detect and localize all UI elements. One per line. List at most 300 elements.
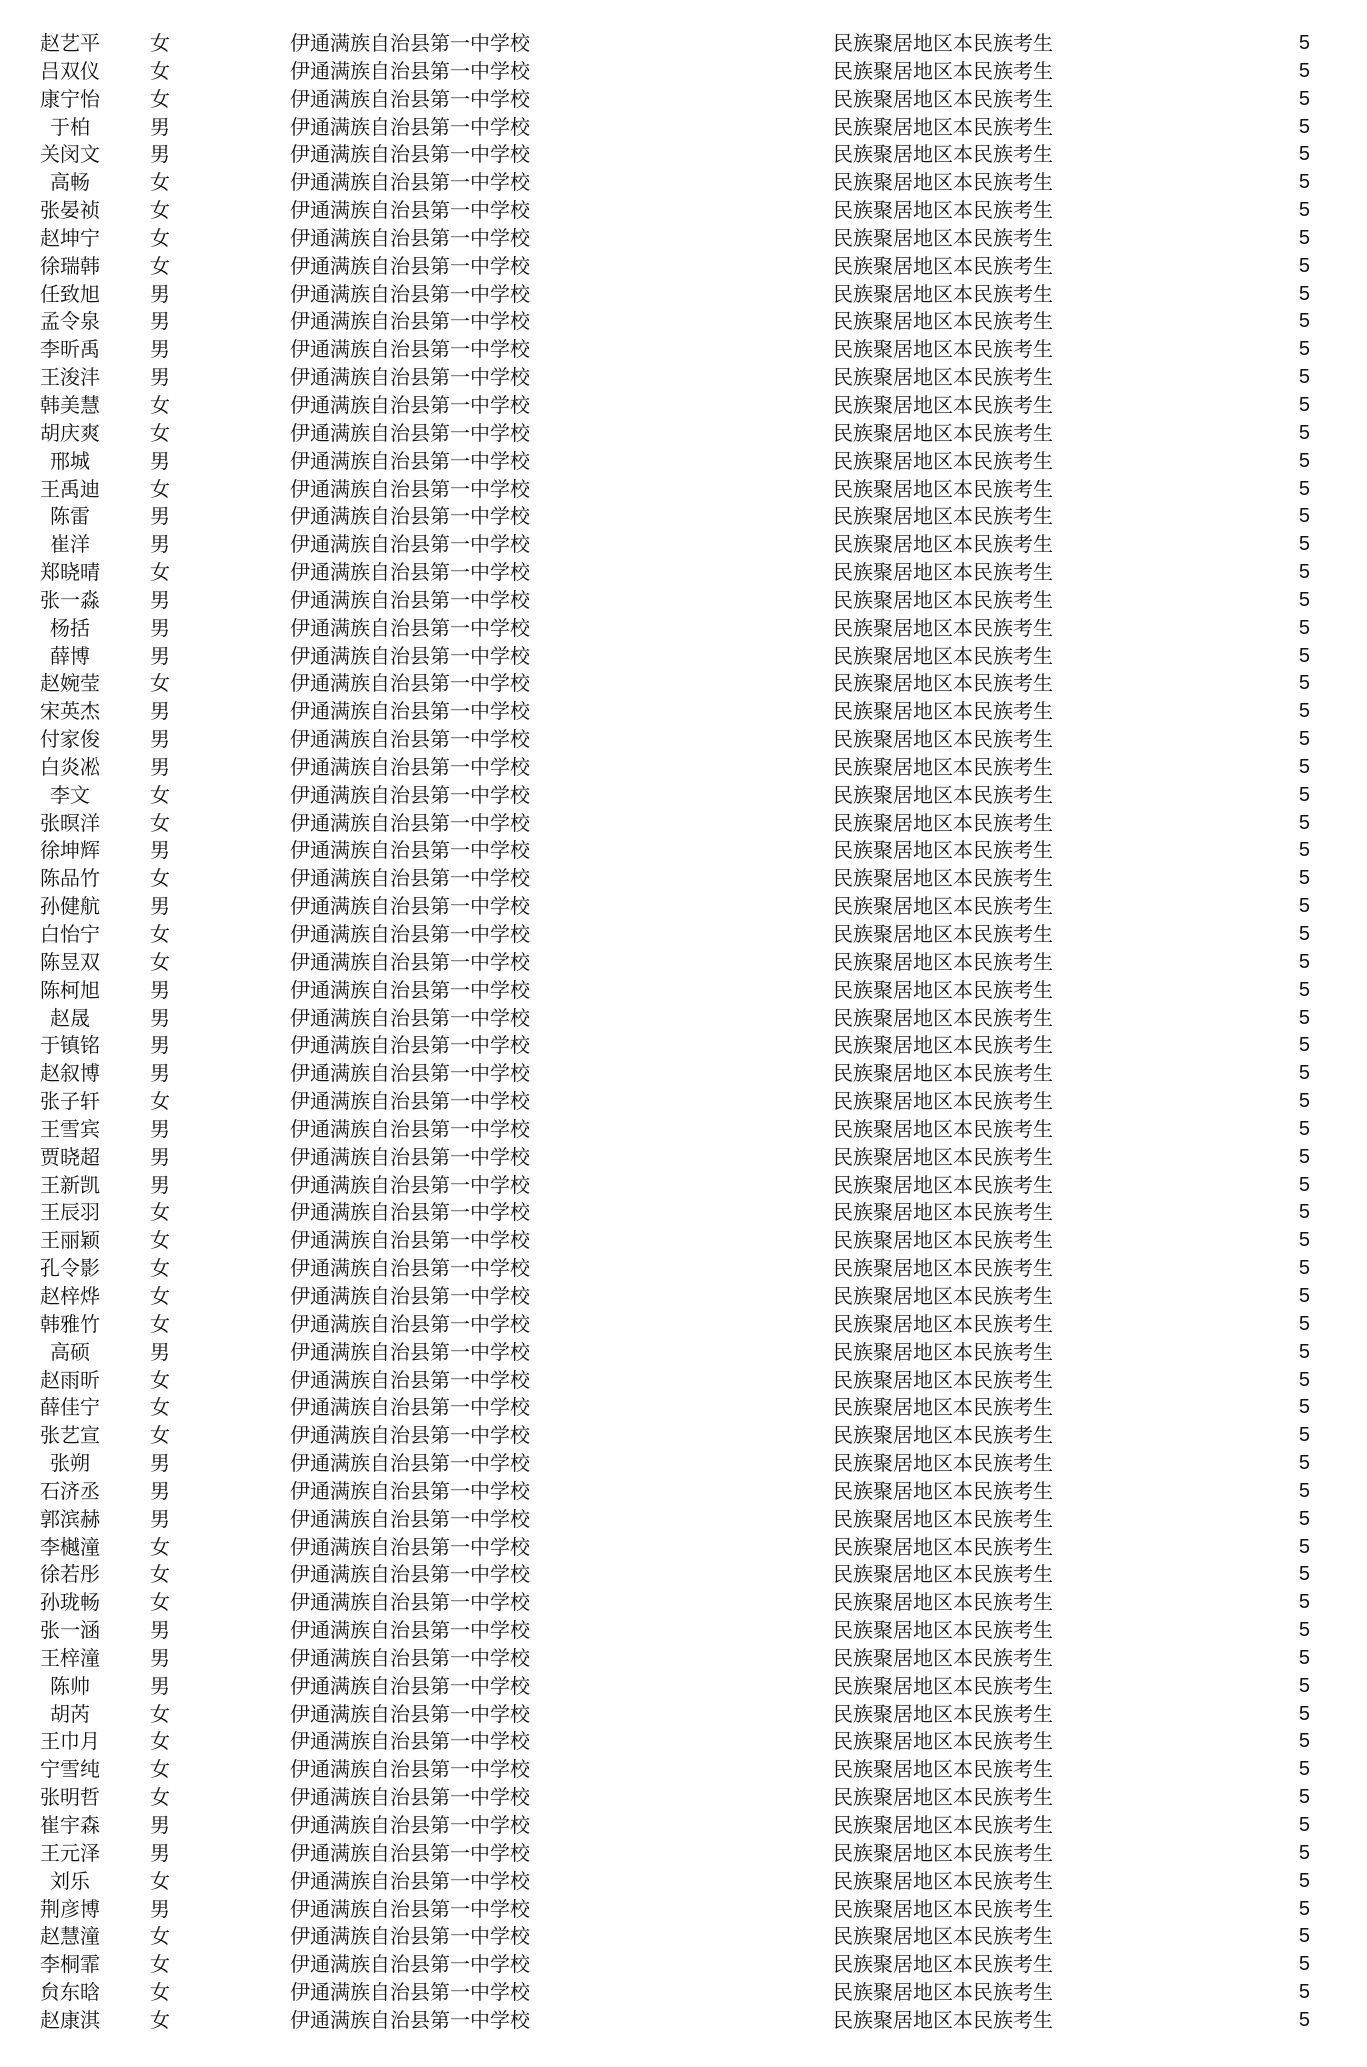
category-cell: 民族聚居地区本民族考生 <box>833 58 1053 83</box>
table-row <box>0 670 1367 698</box>
school-cell: 伊通满族自治县第一中学校 <box>290 1534 530 1559</box>
school-cell: 伊通满族自治县第一中学校 <box>290 1228 530 1253</box>
table-row <box>0 1116 1367 1144</box>
student-name-cell: 崔宇森 <box>40 1813 100 1837</box>
table-row <box>0 1756 1367 1784</box>
table-row <box>0 1367 1367 1395</box>
table-row <box>0 1784 1367 1812</box>
category-cell: 民族聚居地区本民族考生 <box>833 1618 1053 1643</box>
student-name-cell: 宁雪纯 <box>40 1757 100 1782</box>
category-cell: 民族聚居地区本民族考生 <box>833 1952 1053 1977</box>
student-name-cell: 赵康淇 <box>40 2007 100 2032</box>
score-cell: 5 <box>1298 923 1310 945</box>
table-row <box>0 1812 1367 1840</box>
score-cell: 5 <box>1298 1117 1310 1140</box>
category-cell: 民族聚居地区本民族考生 <box>833 894 1053 919</box>
school-cell: 伊通满族自治县第一中学校 <box>290 1061 530 1086</box>
school-cell: 伊通满族自治县第一中学校 <box>290 1813 530 1837</box>
school-cell: 伊通满族自治县第一中学校 <box>290 448 530 473</box>
student-name-cell: 韩美慧 <box>40 392 100 417</box>
table-row <box>0 2007 1367 2035</box>
gender-cell: 男 <box>150 643 170 668</box>
school-cell: 伊通满族自治县第一中学校 <box>290 532 530 557</box>
table-row <box>0 1951 1367 1979</box>
category-cell: 民族聚居地区本民族考生 <box>833 2007 1053 2032</box>
score-cell: 5 <box>1298 32 1310 54</box>
table-row <box>0 1589 1367 1617</box>
gender-cell: 男 <box>150 1033 170 1058</box>
table-row <box>0 921 1367 949</box>
gender-cell: 女 <box>150 1562 170 1587</box>
table-row <box>0 977 1367 1005</box>
score-cell: 5 <box>1298 199 1310 222</box>
school-cell: 伊通满族自治县第一中学校 <box>290 1367 530 1392</box>
school-cell: 伊通满族自治县第一中学校 <box>290 1423 530 1448</box>
score-cell: 5 <box>1298 1452 1310 1475</box>
school-cell: 伊通满族自治县第一中学校 <box>290 1757 530 1782</box>
category-cell: 民族聚居地区本民族考生 <box>833 1339 1053 1364</box>
score-cell: 5 <box>1298 1730 1310 1753</box>
student-name-cell: 贾晓超 <box>40 1144 100 1169</box>
table-row <box>0 1199 1367 1227</box>
score-cell: 5 <box>1298 1090 1310 1113</box>
table-row <box>0 197 1367 225</box>
gender-cell: 女 <box>150 1423 170 1448</box>
gender-cell: 男 <box>150 1896 170 1921</box>
gender-cell: 女 <box>150 198 170 223</box>
student-name-cell: 付家俊 <box>40 727 100 752</box>
table-row <box>0 531 1367 559</box>
category-cell: 民族聚居地区本民族考生 <box>833 1868 1053 1893</box>
gender-cell: 男 <box>150 337 170 362</box>
school-cell: 伊通满族自治县第一中学校 <box>290 866 530 891</box>
category-cell: 民族聚居地区本民族考生 <box>833 253 1053 278</box>
gender-cell: 男 <box>150 114 170 139</box>
student-name-cell: 张明哲 <box>40 1785 100 1810</box>
student-name-cell: 杨括 <box>50 615 90 640</box>
school-cell: 伊通满族自治县第一中学校 <box>290 1952 530 1977</box>
category-cell: 民族聚居地区本民族考生 <box>833 1144 1053 1169</box>
gender-cell: 男 <box>150 1061 170 1086</box>
table-row <box>0 336 1367 364</box>
category-cell: 民族聚居地区本民族考生 <box>833 615 1053 640</box>
school-cell: 伊通满族自治县第一中学校 <box>290 1089 530 1114</box>
student-name-cell: 王巾月 <box>40 1729 100 1754</box>
student-name-cell: 陈柯旭 <box>40 977 100 1002</box>
student-name-cell: 贠东晗 <box>40 1980 100 2005</box>
table-row <box>0 1728 1367 1756</box>
gender-cell: 女 <box>150 1590 170 1615</box>
category-cell: 民族聚居地区本民族考生 <box>833 1228 1053 1253</box>
school-cell: 伊通满族自治县第一中学校 <box>290 810 530 835</box>
school-cell: 伊通满族自治县第一中学校 <box>290 699 530 724</box>
category-cell: 民族聚居地区本民族考生 <box>833 1172 1053 1197</box>
student-name-cell: 徐坤辉 <box>40 838 100 863</box>
school-cell: 伊通满族自治县第一中学校 <box>290 1785 530 1810</box>
table-row <box>0 1311 1367 1339</box>
student-name-cell: 李昕禹 <box>40 337 100 362</box>
gender-cell: 男 <box>150 1172 170 1197</box>
student-name-cell: 陈雷 <box>50 504 90 529</box>
school-cell: 伊通满族自治县第一中学校 <box>290 225 530 250</box>
score-cell: 5 <box>1298 1173 1310 1196</box>
category-cell: 民族聚居地区本民族考生 <box>833 1701 1053 1726</box>
table-row <box>0 364 1367 392</box>
category-cell: 民族聚居地区本民族考生 <box>833 1645 1053 1670</box>
gender-cell: 男 <box>150 615 170 640</box>
category-cell: 民族聚居地区本民族考生 <box>833 810 1053 835</box>
school-cell: 伊通满族自治县第一中学校 <box>290 1478 530 1503</box>
gender-cell: 女 <box>150 86 170 111</box>
gender-cell: 女 <box>150 1367 170 1392</box>
school-cell: 伊通满族自治县第一中学校 <box>290 365 530 390</box>
score-cell: 5 <box>1298 1368 1310 1391</box>
gender-cell: 女 <box>150 1868 170 1893</box>
school-cell: 伊通满族自治县第一中学校 <box>290 504 530 529</box>
student-name-cell: 关闵文 <box>40 142 100 167</box>
category-cell: 民族聚居地区本民族考生 <box>833 1813 1053 1837</box>
school-cell: 伊通满族自治县第一中学校 <box>290 1311 530 1336</box>
category-cell: 民族聚居地区本民族考生 <box>833 1200 1053 1225</box>
category-cell: 民族聚居地区本民族考生 <box>833 142 1053 167</box>
category-cell: 民族聚居地区本民族考生 <box>833 1980 1053 2005</box>
gender-cell: 男 <box>150 977 170 1002</box>
score-cell: 5 <box>1298 1619 1310 1642</box>
school-cell: 伊通满族自治县第一中学校 <box>290 1005 530 1030</box>
table-row <box>0 1339 1367 1367</box>
school-cell: 伊通满族自治县第一中学校 <box>290 587 530 612</box>
score-cell: 5 <box>1298 1925 1310 1948</box>
student-name-cell: 张子轩 <box>40 1089 100 1114</box>
student-name-cell: 王禹迪 <box>40 476 100 501</box>
score-cell: 5 <box>1298 477 1310 500</box>
table-row <box>0 559 1367 587</box>
category-cell: 民族聚居地区本民族考生 <box>833 1896 1053 1921</box>
table-row <box>0 503 1367 531</box>
student-name-cell: 李樾潼 <box>40 1534 100 1559</box>
table-row <box>0 1896 1367 1924</box>
student-name-cell: 李文 <box>50 782 90 807</box>
school-cell: 伊通满族自治县第一中学校 <box>290 949 530 974</box>
student-name-cell: 李桐霏 <box>40 1952 100 1977</box>
category-cell: 民族聚居地区本民族考生 <box>833 1423 1053 1448</box>
score-cell: 5 <box>1298 1563 1310 1586</box>
category-cell: 民族聚居地区本民族考生 <box>833 1534 1053 1559</box>
table-row <box>0 1561 1367 1589</box>
table-row <box>0 308 1367 336</box>
gender-cell: 男 <box>150 727 170 752</box>
score-cell: 5 <box>1298 393 1310 416</box>
table-row <box>0 1645 1367 1673</box>
score-cell: 5 <box>1298 1201 1310 1224</box>
category-cell: 民族聚居地区本民族考生 <box>833 476 1053 501</box>
table-row <box>0 1617 1367 1645</box>
score-cell: 5 <box>1298 672 1310 695</box>
category-cell: 民族聚居地区本民族考生 <box>833 448 1053 473</box>
category-cell: 民族聚居地区本民族考生 <box>833 587 1053 612</box>
table-row <box>0 1840 1367 1868</box>
school-cell: 伊通满族自治县第一中学校 <box>290 114 530 139</box>
category-cell: 民族聚居地区本民族考生 <box>833 922 1053 946</box>
score-cell: 5 <box>1298 226 1310 249</box>
table-row <box>0 169 1367 197</box>
table-row <box>0 893 1367 921</box>
table-row <box>0 1394 1367 1422</box>
category-cell: 民族聚居地区本民族考生 <box>833 532 1053 557</box>
score-cell: 5 <box>1298 700 1310 723</box>
score-cell: 5 <box>1298 1284 1310 1307</box>
table-row <box>0 1701 1367 1729</box>
score-cell: 5 <box>1298 1396 1310 1419</box>
school-cell: 伊通满族自治县第一中学校 <box>290 1618 530 1643</box>
table-row <box>0 1172 1367 1200</box>
gender-cell: 女 <box>150 1952 170 1977</box>
school-cell: 伊通满族自治县第一中学校 <box>290 58 530 83</box>
gender-cell: 男 <box>150 504 170 529</box>
school-cell: 伊通满族自治县第一中学校 <box>290 1868 530 1893</box>
category-cell: 民族聚居地区本民族考生 <box>833 281 1053 306</box>
school-cell: 伊通满族自治县第一中学校 <box>290 1506 530 1531</box>
school-cell: 伊通满族自治县第一中学校 <box>290 1590 530 1615</box>
student-name-cell: 张一淼 <box>40 587 100 612</box>
table-row <box>0 1283 1367 1311</box>
category-cell: 民族聚居地区本民族考生 <box>833 1757 1053 1782</box>
category-cell: 民族聚居地区本民族考生 <box>833 1729 1053 1754</box>
student-name-cell: 王辰羽 <box>40 1200 100 1225</box>
category-cell: 民族聚居地区本民族考生 <box>833 1840 1053 1865</box>
category-cell: 民族聚居地区本民族考生 <box>833 866 1053 891</box>
gender-cell: 女 <box>150 671 170 696</box>
student-name-cell: 赵坤宁 <box>40 225 100 250</box>
category-cell: 民族聚居地区本民族考生 <box>833 1005 1053 1030</box>
category-cell: 民族聚居地区本民族考生 <box>833 337 1053 362</box>
table-row <box>0 1255 1367 1283</box>
student-name-cell: 郭滨赫 <box>40 1506 100 1531</box>
student-name-cell: 张晏祯 <box>40 198 100 223</box>
category-cell: 民族聚居地区本民族考生 <box>833 504 1053 529</box>
school-cell: 伊通满族自治县第一中学校 <box>290 1339 530 1364</box>
category-cell: 民族聚居地区本民族考生 <box>833 1283 1053 1308</box>
school-cell: 伊通满族自治县第一中学校 <box>290 1840 530 1865</box>
student-name-cell: 宋英杰 <box>40 699 100 724</box>
student-name-cell: 张暝洋 <box>40 810 100 835</box>
table-row <box>0 754 1367 782</box>
score-cell: 5 <box>1298 755 1310 778</box>
school-cell: 伊通满族自治县第一中学校 <box>290 1144 530 1169</box>
gender-cell: 男 <box>150 1116 170 1141</box>
table-row <box>0 837 1367 865</box>
school-cell: 伊通满族自治县第一中学校 <box>290 31 530 55</box>
gender-cell: 男 <box>150 365 170 390</box>
gender-cell: 男 <box>150 1618 170 1643</box>
score-cell: 5 <box>1298 421 1310 444</box>
score-cell: 5 <box>1298 1702 1310 1725</box>
category-cell: 民族聚居地区本民族考生 <box>833 114 1053 139</box>
school-cell: 伊通满族自治县第一中学校 <box>290 1673 530 1698</box>
school-cell: 伊通满族自治县第一中学校 <box>290 922 530 946</box>
score-cell: 5 <box>1298 59 1310 82</box>
table-row <box>0 643 1367 671</box>
score-cell: 5 <box>1298 505 1310 528</box>
gender-cell: 男 <box>150 1451 170 1476</box>
student-name-cell: 于柏 <box>50 114 90 139</box>
category-cell: 民族聚居地区本民族考生 <box>833 1395 1053 1420</box>
score-cell: 5 <box>1298 87 1310 110</box>
category-cell: 民族聚居地区本民族考生 <box>833 1367 1053 1392</box>
student-name-cell: 徐瑞韩 <box>40 253 100 278</box>
student-name-cell: 邢城 <box>50 448 90 473</box>
score-cell: 5 <box>1298 2008 1310 2031</box>
score-cell: 5 <box>1298 254 1310 277</box>
score-cell: 5 <box>1298 1424 1310 1447</box>
school-cell: 伊通满族自治县第一中学校 <box>290 1645 530 1670</box>
table-row <box>0 1450 1367 1478</box>
school-cell: 伊通满族自治县第一中学校 <box>290 420 530 445</box>
table-row <box>0 1979 1367 2007</box>
category-cell: 民族聚居地区本民族考生 <box>833 365 1053 390</box>
table-row <box>0 30 1367 58</box>
category-cell: 民族聚居地区本民族考生 <box>833 1506 1053 1531</box>
table-row <box>0 1534 1367 1562</box>
gender-cell: 男 <box>150 1339 170 1364</box>
student-name-cell: 赵婉莹 <box>40 671 100 696</box>
gender-cell: 男 <box>150 1144 170 1169</box>
category-cell: 民族聚居地区本民族考生 <box>833 838 1053 863</box>
gender-cell: 男 <box>150 754 170 779</box>
score-cell: 5 <box>1298 1674 1310 1697</box>
student-name-cell: 赵叙博 <box>40 1061 100 1086</box>
student-name-cell: 孙健航 <box>40 894 100 919</box>
school-cell: 伊通满族自治县第一中学校 <box>290 838 530 863</box>
gender-cell: 女 <box>150 1701 170 1726</box>
score-cell: 5 <box>1298 895 1310 918</box>
student-name-cell: 石济丞 <box>40 1478 100 1503</box>
category-cell: 民族聚居地区本民族考生 <box>833 170 1053 195</box>
student-name-cell: 白怡宁 <box>40 922 100 946</box>
table-row <box>0 1506 1367 1534</box>
school-cell: 伊通满族自治县第一中学校 <box>290 1395 530 1420</box>
score-cell: 5 <box>1298 867 1310 890</box>
school-cell: 伊通满族自治县第一中学校 <box>290 1033 530 1058</box>
school-cell: 伊通满族自治县第一中学校 <box>290 1283 530 1308</box>
student-name-cell: 赵雨昕 <box>40 1367 100 1392</box>
score-cell: 5 <box>1298 811 1310 834</box>
gender-cell: 女 <box>150 949 170 974</box>
category-cell: 民族聚居地区本民族考生 <box>833 1451 1053 1476</box>
score-cell: 5 <box>1298 728 1310 751</box>
score-cell: 5 <box>1298 1869 1310 1892</box>
school-cell: 伊通满族自治县第一中学校 <box>290 170 530 195</box>
gender-cell: 女 <box>150 1534 170 1559</box>
student-name-cell: 任致旭 <box>40 281 100 306</box>
gender-cell: 女 <box>150 922 170 946</box>
school-cell: 伊通满族自治县第一中学校 <box>290 1924 530 1949</box>
gender-cell: 女 <box>150 58 170 83</box>
gender-cell: 女 <box>150 253 170 278</box>
table-row <box>0 86 1367 114</box>
table-row <box>0 1868 1367 1896</box>
category-cell: 民族聚居地区本民族考生 <box>833 643 1053 668</box>
gender-cell: 男 <box>150 699 170 724</box>
student-name-cell: 崔洋 <box>50 532 90 557</box>
student-name-cell: 韩雅竹 <box>40 1311 100 1336</box>
table-row <box>0 253 1367 281</box>
table-row <box>0 1478 1367 1506</box>
student-name-cell: 荆彦博 <box>40 1896 100 1921</box>
score-cell: 5 <box>1298 1646 1310 1669</box>
category-cell: 民族聚居地区本民族考生 <box>833 86 1053 111</box>
student-name-cell: 王新凯 <box>40 1172 100 1197</box>
gender-cell: 女 <box>150 1283 170 1308</box>
table-row <box>0 225 1367 253</box>
student-name-cell: 郑晓晴 <box>40 560 100 585</box>
gender-cell: 女 <box>150 1980 170 2005</box>
gender-cell: 男 <box>150 1506 170 1531</box>
score-cell: 5 <box>1298 1145 1310 1168</box>
score-cell: 5 <box>1298 588 1310 611</box>
school-cell: 伊通满族自治县第一中学校 <box>290 476 530 501</box>
table-row <box>0 726 1367 754</box>
table-row <box>0 587 1367 615</box>
student-name-cell: 刘乐 <box>50 1868 90 1893</box>
student-name-cell: 薛佳宁 <box>40 1395 100 1420</box>
gender-cell: 女 <box>150 866 170 891</box>
school-cell: 伊通满族自治县第一中学校 <box>290 1256 530 1281</box>
student-name-cell: 孙珑畅 <box>40 1590 100 1615</box>
school-cell: 伊通满族自治县第一中学校 <box>290 2007 530 2032</box>
gender-cell: 男 <box>150 448 170 473</box>
student-name-cell: 孟令泉 <box>40 309 100 334</box>
table-row <box>0 476 1367 504</box>
score-cell: 5 <box>1298 950 1310 973</box>
score-cell: 5 <box>1298 561 1310 584</box>
school-cell: 伊通满族自治县第一中学校 <box>290 1562 530 1587</box>
table-row <box>0 810 1367 838</box>
score-cell: 5 <box>1298 1535 1310 1558</box>
category-cell: 民族聚居地区本民族考生 <box>833 782 1053 807</box>
score-cell: 5 <box>1298 533 1310 556</box>
score-cell: 5 <box>1298 1479 1310 1502</box>
school-cell: 伊通满族自治县第一中学校 <box>290 1896 530 1921</box>
table-row <box>0 114 1367 142</box>
school-cell: 伊通满族自治县第一中学校 <box>290 198 530 223</box>
student-name-cell: 张朔 <box>50 1451 90 1476</box>
student-name-cell: 赵艺平 <box>40 31 100 55</box>
category-cell: 民族聚居地区本民族考生 <box>833 420 1053 445</box>
gender-cell: 女 <box>150 170 170 195</box>
score-cell: 5 <box>1298 1034 1310 1057</box>
school-cell: 伊通满族自治县第一中学校 <box>290 754 530 779</box>
table-row <box>0 1005 1367 1033</box>
score-cell: 5 <box>1298 1814 1310 1836</box>
gender-cell: 女 <box>150 1785 170 1810</box>
school-cell: 伊通满族自治县第一中学校 <box>290 142 530 167</box>
table-row <box>0 698 1367 726</box>
student-name-cell: 胡庆爽 <box>40 420 100 445</box>
score-cell: 5 <box>1298 1591 1310 1614</box>
school-cell: 伊通满族自治县第一中学校 <box>290 782 530 807</box>
school-cell: 伊通满族自治县第一中学校 <box>290 1980 530 2005</box>
category-cell: 民族聚居地区本民族考生 <box>833 1924 1053 1949</box>
gender-cell: 女 <box>150 420 170 445</box>
student-name-cell: 王梓潼 <box>40 1645 100 1670</box>
table-row <box>0 281 1367 309</box>
table-row <box>0 1923 1367 1951</box>
student-name-cell: 于镇铭 <box>40 1033 100 1058</box>
category-cell: 民族聚居地区本民族考生 <box>833 671 1053 696</box>
school-cell: 伊通满族自治县第一中学校 <box>290 253 530 278</box>
gender-cell: 男 <box>150 142 170 167</box>
